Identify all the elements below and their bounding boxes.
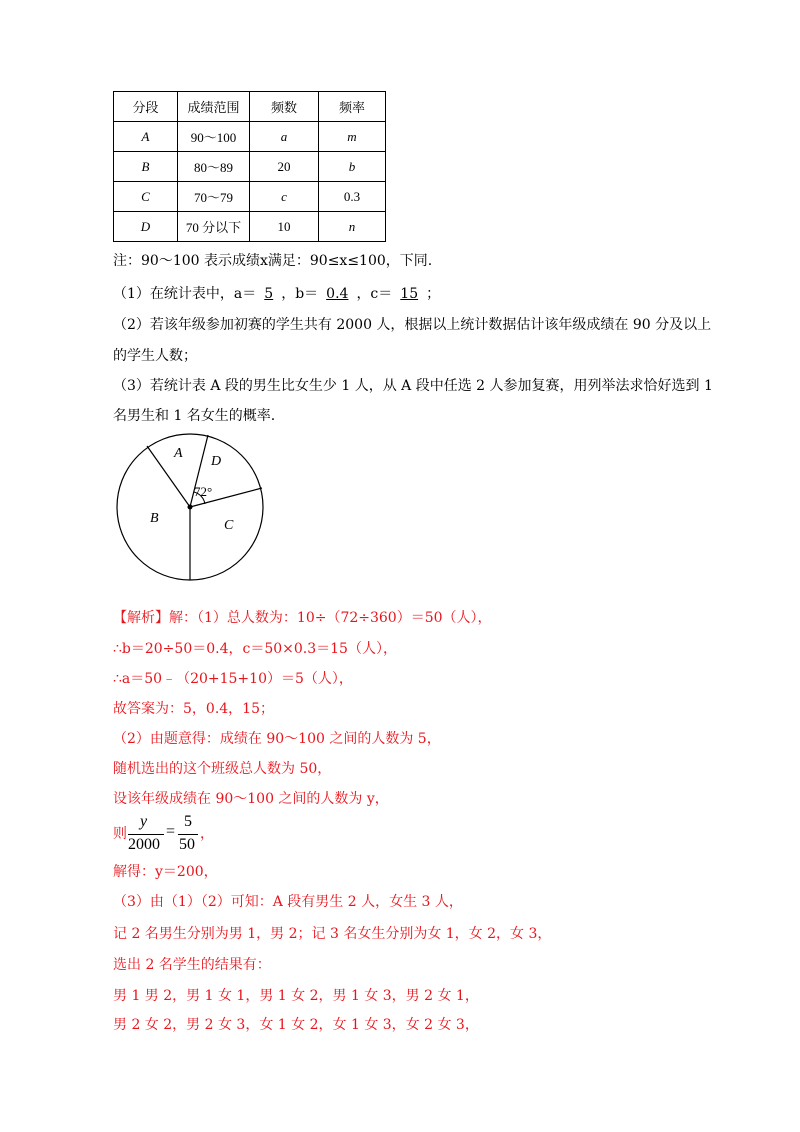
table-row — [114, 152, 386, 182]
solution-line: 解得：y＝200， — [113, 864, 218, 880]
question-3-line-2: 名男生和 1 名女生的概率. — [113, 408, 276, 424]
table-cell: 10 — [250, 212, 319, 242]
table-cell: c — [250, 182, 319, 212]
eq-prefix: 则 — [113, 826, 127, 842]
solution-line: ∴a＝50﹣（20+15+10）＝5（人）， — [113, 671, 353, 687]
pie-center — [188, 505, 193, 510]
table-note: 注：90～100 表示成绩x满足：90≤x≤100，下同. — [113, 253, 433, 269]
table-cell: A — [114, 122, 178, 152]
solution-line: 男 2 女 2，男 2 女 3，女 1 女 2，女 1 女 3，女 2 女 3， — [113, 1017, 479, 1033]
solution-line: 男 1 男 2，男 1 女 1，男 1 女 2，男 1 女 3，男 2 女 1， — [113, 988, 479, 1004]
solution-line-1: 【解析】解：（1）总人数为：10÷（72÷360）＝50（人）， — [113, 610, 492, 626]
pie-label-c: C — [224, 518, 234, 533]
solution-line: 记 2 名男生分别为男 1，男 2；记 3 名女生分别为女 1，女 2，女 3， — [113, 926, 552, 942]
question-1: （1）在统计表中，a＝ 5 ，b＝ 0.4 ，c＝ 15 ； — [113, 286, 441, 302]
answer-a: 5 — [264, 286, 274, 302]
table-header-row — [114, 92, 386, 122]
table-row — [114, 182, 386, 212]
table-cell: b — [319, 152, 386, 182]
solution-line: （2）由题意得：成绩在 90～100 之间的人数为 5， — [113, 731, 441, 747]
header-cell: 频率 — [319, 92, 386, 122]
question-3-line-1: （3）若统计表 A 段的男生比女生少 1 人，从 A 段中任选 2 人参加复赛，用列举法求恰好选到 1 — [113, 378, 713, 394]
fraction-bar — [178, 834, 198, 835]
solution-line: 随机选出的这个班级总人数为 50， — [113, 761, 332, 777]
table-cell: C — [114, 182, 178, 212]
table-row — [114, 212, 386, 242]
solution-line: 设该年级成绩在 90～100 之间的人数为 y， — [113, 791, 389, 807]
solution-line: 选出 2 名学生的结果有： — [113, 957, 271, 973]
table-cell: 90～100 — [178, 122, 250, 152]
table-cell: B — [114, 152, 178, 182]
solution-line: ∴b＝20÷50＝0.4，c＝50×0.3＝15（人）， — [113, 641, 397, 657]
fraction-1-numerator: y — [140, 813, 148, 830]
pie-label-a: A — [174, 446, 183, 461]
stats-table — [113, 91, 386, 242]
question-2-line-2: 的学生人数； — [113, 348, 197, 364]
pie-label-b: B — [150, 511, 159, 526]
pie-radius-a — [147, 446, 190, 507]
solution-tag: 【解析】 — [113, 610, 169, 626]
fraction-1-denominator: 2000 — [128, 836, 160, 853]
table-cell: m — [319, 122, 386, 152]
eq-suffix: ， — [200, 826, 214, 842]
fraction-2-denominator: 50 — [179, 836, 195, 853]
answer-b: 0.4 — [326, 286, 349, 302]
table-cell: 70～79 — [178, 182, 250, 212]
solution-line: 故答案为：5，0.4，15； — [113, 701, 274, 717]
question-2-line-1: （2）若该年级参加初赛的学生共有 2000 人，根据以上统计数据估计该年级成绩在 90 分及以上 — [113, 317, 712, 333]
table-cell: 0.3 — [319, 182, 386, 212]
fraction-2-numerator: 5 — [184, 813, 192, 830]
pie-label-d: D — [211, 454, 222, 469]
answer-c: 15 — [400, 286, 419, 302]
table-cell: D — [114, 212, 178, 242]
solution-line: （3）由（1）（2）可知：A 段有男生 2 人，女生 3 人， — [113, 894, 463, 910]
header-cell: 分段 — [114, 92, 178, 122]
equals-sign: = — [166, 823, 176, 840]
table-cell: a — [250, 122, 319, 152]
header-cell: 成绩范围 — [178, 92, 250, 122]
pie-chart-figure — [110, 432, 270, 588]
angle-label: 72° — [194, 484, 213, 499]
fraction-bar — [128, 834, 164, 835]
table-row — [114, 122, 386, 152]
table-cell: 20 — [250, 152, 319, 182]
table-cell: 70 分以下 — [178, 212, 250, 242]
table-cell: 80～89 — [178, 152, 250, 182]
header-cell: 频数 — [250, 92, 319, 122]
table-cell: n — [319, 212, 386, 242]
